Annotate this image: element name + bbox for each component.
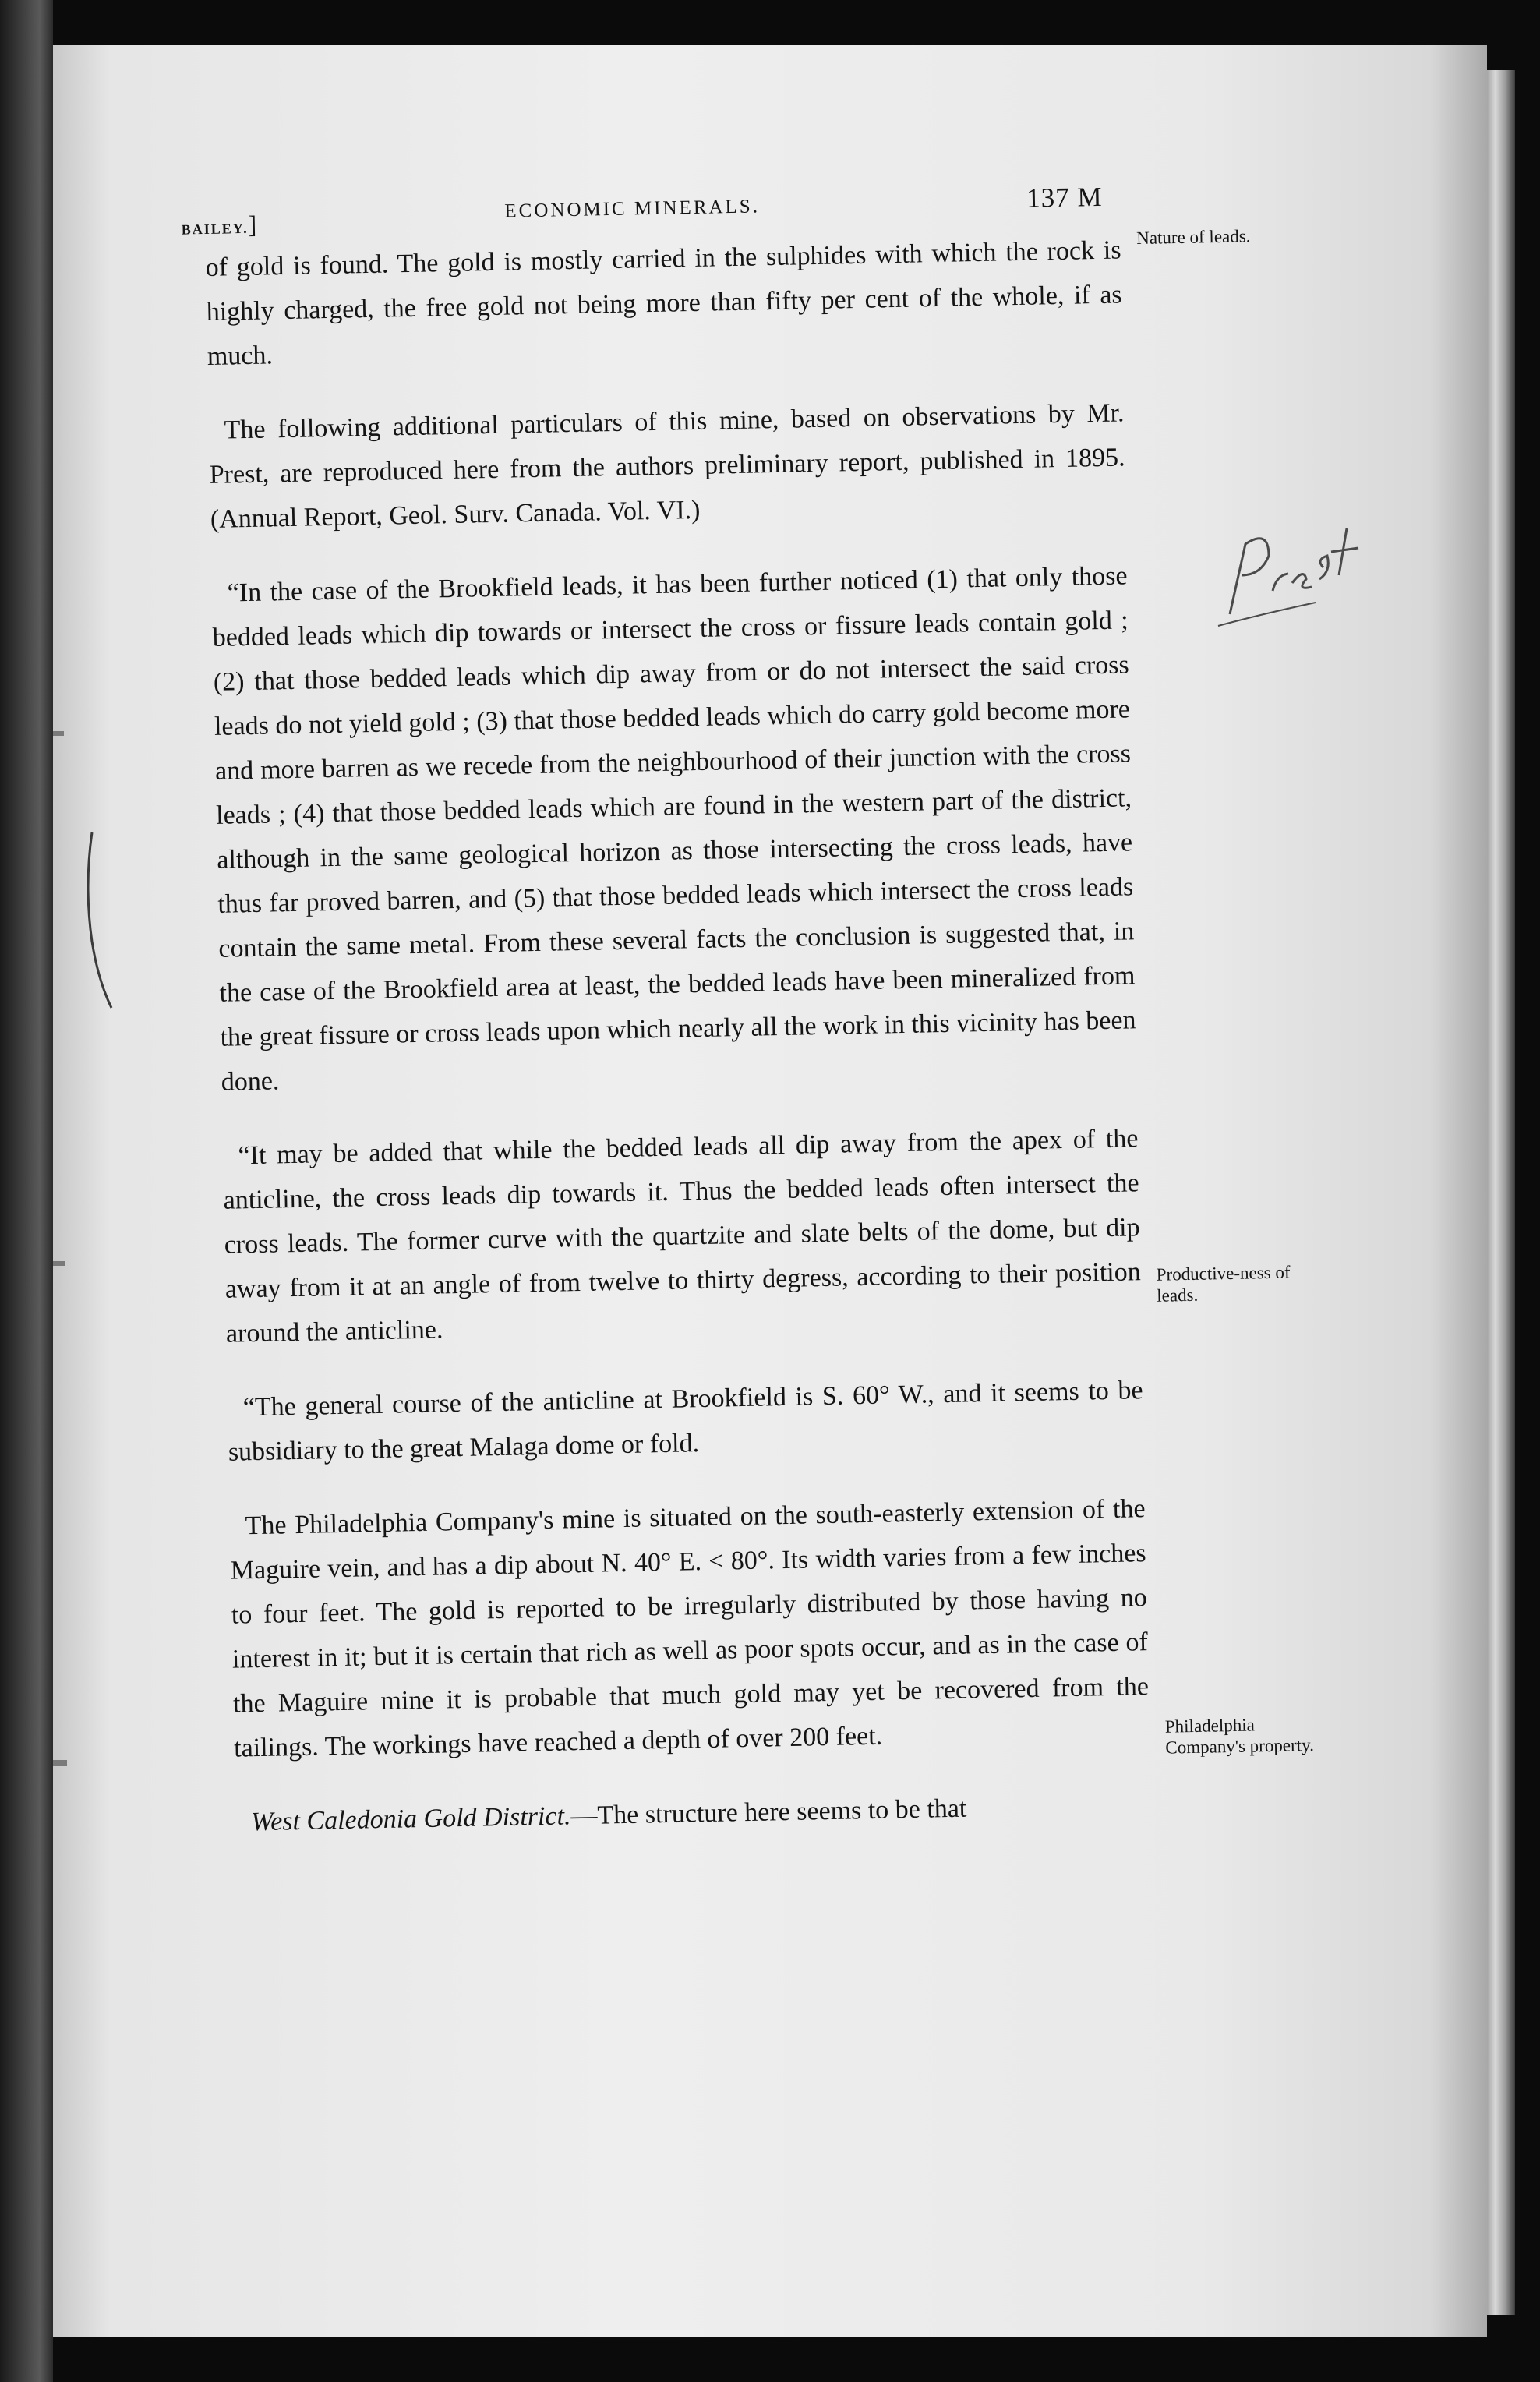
section-heading-italic: West Caledonia Gold District. <box>250 1801 571 1837</box>
page-text <box>181 177 1366 1874</box>
paragraph: of gold is found. The gold is mostly carried in the sulphides with which the rock is highly charged, the free gold not being more than fifty per cent of the whole, if as much. <box>205 235 1122 371</box>
paragraph: “It may be added that while the bedded leads all dip away from the apex of the anticline, the cross leads dip towards it. Thus the bedded leads often intersect the cross leads. The former curve with the quartzite and slate belts of the dome, but dip away from it at an angle of from twelve to thirty degress, according to their position around the anticline. <box>223 1124 1142 1348</box>
header-page-number: 137 M <box>1026 181 1103 214</box>
paragraph: “The general course of the anticline at Brookfield is S. 60° W., and it seems to be subsidiary to the great Malaga dome or fold. <box>228 1376 1143 1467</box>
margin-note-philadelphia: Philadelphia Company's property. <box>1164 1715 1315 1758</box>
binding-mark <box>53 1261 65 1266</box>
margin-note-productiveness: Productive-ness of leads. <box>1156 1262 1291 1306</box>
binding-mark <box>53 731 64 736</box>
paragraph: “In the case of the Brookfield leads, it has been further noticed (1) that only those bedded leads which dip towards or intersect the cross or fissure leads contain gold ; (2) that those bedded leads which dip away from or do not intersect the said cross leads do not yield gold ; (3) that those bedded leads which do carry gold become more and more barren as we recede from the neighbourhood of their junction with the cross leads ; (4) that those bedded leads which are found in the western part of the district, although in the same geological horizon as those intersecting the cross leads, have thus far proved barren, and (5) that those bedded leads which intersect the cross leads contain the same metal. From these several facts the conclusion is suggested that, in the case of the Brookfield area at least, the bedded leads have been mineralized from the great fissure or cross leads upon which nearly all the work in this vicinity has been done. <box>212 561 1136 1097</box>
body-text <box>205 224 1365 1844</box>
page-stack-edge <box>1482 70 1515 2315</box>
header-author: BAILEY.] <box>181 210 259 239</box>
binding-mark <box>53 1760 67 1766</box>
margin-pencil-mark <box>69 825 115 1012</box>
paragraph: The Philadelphia Company's mine is situated on the south-easterly extension of the Maguire vein, and has a dip about N. 40° E. < 80°. Its width varies from a few inches to four feet. The gold is reported to be irregularly distributed by those having no interest in it; but it is certain that rich as well as poor spots occur, and as in the case of the Maguire mine it is probable that much gold may yet be recovered from the tailings. The workings have reached a depth of over 200 feet. <box>230 1494 1150 1763</box>
paragraph: The following additional particulars of this mine, based on observations by Mr. Prest, are reproduced here from the authors preliminary report, published in 1895. (Annual Report, Geol. Surv. Canada. Vol. VI.) <box>209 398 1125 534</box>
last-line-text: —The structure here seems to be that <box>570 1794 967 1831</box>
last-line <box>235 1783 1151 1845</box>
book-binding-edge <box>0 0 53 2382</box>
header-title: ECONOMIC MINERALS. <box>504 196 761 222</box>
margin-note-nature-of-leads: Nature of leads. <box>1136 226 1251 249</box>
